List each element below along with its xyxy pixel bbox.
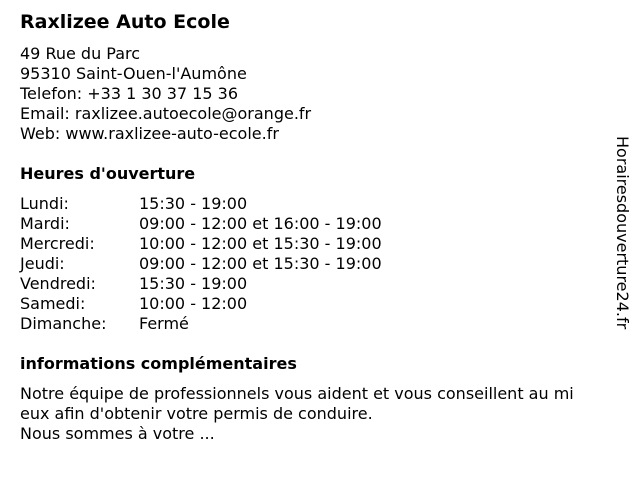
- address-street: 49 Rue du Parc: [20, 44, 141, 63]
- hours-day: Mardi:: [20, 214, 70, 233]
- hours-time: 10:00 - 12:00: [139, 294, 248, 313]
- contact-block: [20, 44, 311, 144]
- info-line: eux afin d'obtenir votre permis de conduire.: [20, 404, 373, 423]
- hours-day: Mercredi:: [20, 234, 95, 253]
- phone-line: Telefon: +33 1 30 37 15 36: [20, 84, 239, 103]
- hours-time: Fermé: [139, 314, 189, 333]
- hours-time: 15:30 - 19:00: [139, 194, 248, 213]
- hours-day: Jeudi:: [20, 254, 65, 273]
- hours-row-mardi: [20, 214, 382, 234]
- hours-row-vendredi: [20, 274, 382, 294]
- additional-info-text: [20, 384, 620, 444]
- info-line: Notre équipe de professionnels vous aident et vous conseillent au mi: [20, 384, 574, 403]
- hours-day: Lundi:: [20, 194, 69, 213]
- site-watermark: Horairesdouverture24.fr: [613, 136, 632, 330]
- business-name: Raxlizee Auto Ecole: [20, 11, 230, 33]
- hours-row-mercredi: [20, 234, 382, 254]
- hours-row-lundi: [20, 194, 382, 214]
- hours-time: 09:00 - 12:00 et 16:00 - 19:00: [139, 214, 382, 233]
- hours-time: 09:00 - 12:00 et 15:30 - 19:00: [139, 254, 382, 273]
- hours-time: 10:00 - 12:00 et 15:30 - 19:00: [139, 234, 382, 253]
- web-line: Web: www.raxlizee-auto-ecole.fr: [20, 124, 279, 143]
- hours-day: Dimanche:: [20, 314, 107, 333]
- hours-day: Samedi:: [20, 294, 86, 313]
- opening-hours-heading: Heures d'ouverture: [20, 164, 196, 183]
- hours-row-dimanche: [20, 314, 382, 334]
- hours-row-samedi: [20, 294, 382, 314]
- info-line: Nous sommes à votre ...: [20, 424, 215, 443]
- email-line: Email: raxlizee.autoecole@orange.fr: [20, 104, 312, 123]
- additional-info-heading: informations complémentaires: [20, 354, 297, 373]
- opening-hours-table: [20, 194, 382, 334]
- hours-time: 15:30 - 19:00: [139, 274, 248, 293]
- hours-day: Vendredi:: [20, 274, 96, 293]
- hours-row-jeudi: [20, 254, 382, 274]
- address-city: 95310 Saint-Ouen-l'Aumône: [20, 64, 247, 83]
